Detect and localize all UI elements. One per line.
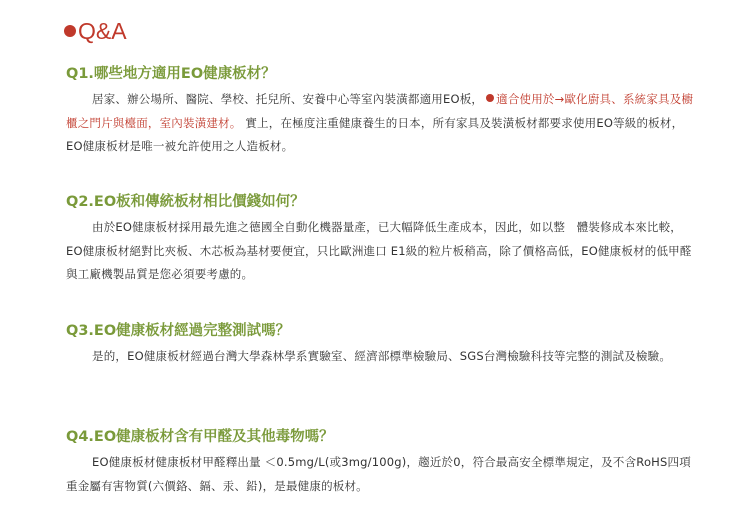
title-bullet-icon [64,25,76,37]
answer-4: EO健康板材健康板材甲醛釋出量 ＜0.5mg/L(或3mg/100g)，趨近於0，符合最高安全標準規定，及不含RoHS四項重金屬有害物質(六價鉻、鎘、汞、鉛)，是最健康的板材。 [66,455,691,493]
answer-1 [66,88,696,159]
answer-1-text: 居家、辦公場所、醫院、學校、托兒所、安養中心等室內裝潢都適用EO板， [92,92,484,106]
page-title [64,18,127,44]
question-1: Q1.哪些地方適用EO健康板材？ [66,66,276,82]
question-4: Q4.EO健康板材含有甲醛及其他毒物嗎？ [66,429,334,445]
answer-1-highlight: 適合使用於→歐化廚具、系統家具及櫥櫃之門片與檯面，室內裝潢建材。 [66,92,694,130]
answer-1-text-continued: 實上，在極度注重健康養生的日本，所有家具及裝潢板材都要求使用EO等級的板材，EO健康板材是唯一被允許使用之人造板材。 [66,115,684,153]
qa-item-3 [66,321,696,369]
answer-2: 由於EO健康板材採用最先進之德國全自動化機器量產，已大幅降低生產成本，因此，如以整 體裝修成本來比較， EO健康板材絕對比夾板、木芯板為基材要便宜，只比歐洲進口 E1級的粒片板稍高，除了價格高低，EO健康板材的低甲醛與工廠機製品質是您必須要考慮的。 [66,220,692,281]
page-title-text: Q&A [78,18,127,44]
highlight-bullet-icon [486,94,494,102]
qa-item-2 [66,192,696,287]
question-2: Q2.EO板和傳統板材相比價錢如何？ [66,194,305,210]
answer-3: 是的，EO健康板材經過台灣大學森林學系實驗室、經濟部標準檢驗局、SGS台灣檢驗科技等完整的測試及檢驗。 [92,349,672,363]
question-3: Q3.EO健康板材經過完整測試嗎？ [66,323,291,339]
qa-item-4 [66,427,696,498]
qa-item-1 [66,64,696,159]
